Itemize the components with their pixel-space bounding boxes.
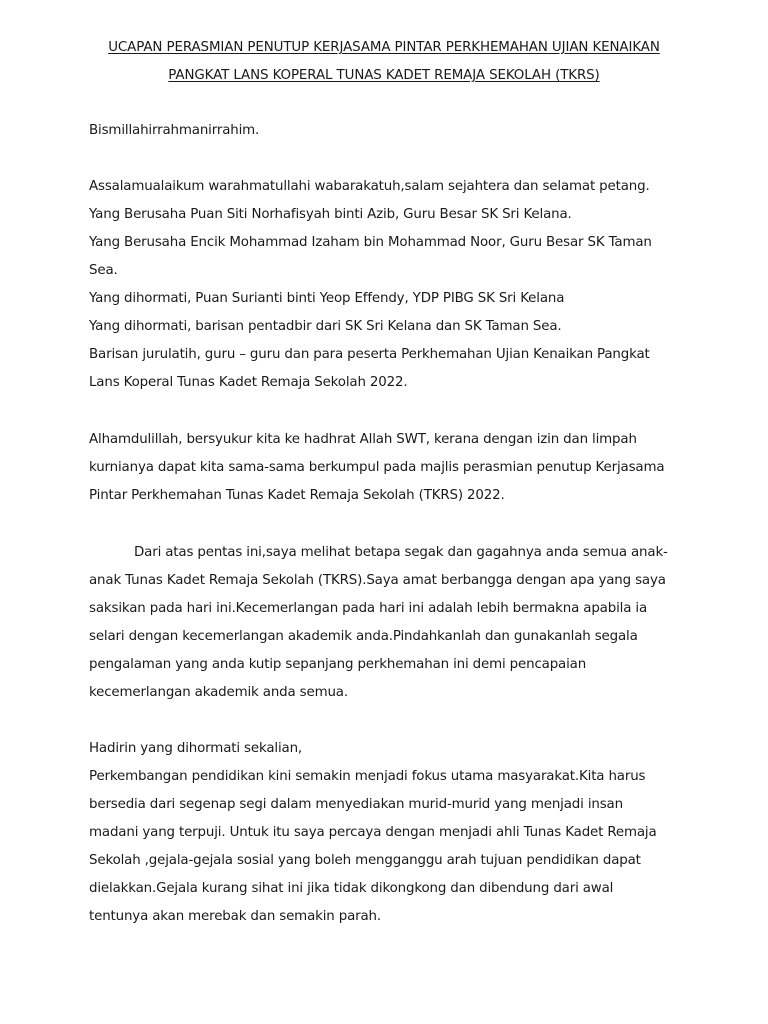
greeting-line: Lans Koperal Tunas Kadet Remaja Sekolah 2022. <box>89 375 408 390</box>
paragraph-line: kecemerlangan akademik anda semua. <box>89 685 348 700</box>
greeting-line: Yang Berusaha Encik Mohammad Izaham bin Mohammad Noor, Guru Besar SK Taman <box>89 235 652 250</box>
paragraph-line: dielakkan.Gejala kurang sihat ini jika tidak dikongkong dan dibendung dari awal <box>89 881 614 896</box>
greeting-line: Assalamualaikum warahmatullahi wabarakatuh,salam sejahtera dan selamat petang. <box>89 179 650 194</box>
paragraph-line: pengalaman yang anda kutip sepanjang perkhemahan ini demi pencapaian <box>89 657 587 672</box>
greeting-line: Yang dihormati, Puan Surianti binti Yeop Effendy, YDP PIBG SK Sri Kelana <box>89 291 565 306</box>
paragraph-line: Pintar Perkhemahan Tunas Kadet Remaja Sekolah (TKRS) 2022. <box>89 488 505 503</box>
greeting-line: Yang Berusaha Puan Siti Norhafisyah binti Azib, Guru Besar SK Sri Kelana. <box>89 207 572 222</box>
paragraph-line: Dari atas pentas ini,saya melihat betapa segak dan gagahnya anda semua anak- <box>134 545 668 560</box>
bismillah-line: Bismillahirrahmanirrahim. <box>89 123 260 138</box>
paragraph-line: anak Tunas Kadet Remaja Sekolah (TKRS).Saya amat berbangga dengan apa yang saya <box>89 573 666 588</box>
paragraph-line: tentunya akan merebak dan semakin parah. <box>89 909 382 924</box>
paragraph-line: madani yang terpuji. Untuk itu saya percaya dengan menjadi ahli Tunas Kadet Remaja <box>89 825 657 840</box>
greeting-line: Sea. <box>89 263 118 278</box>
document-title-line-2: PANGKAT LANS KOPERAL TUNAS KADET REMAJA SEKOLAH (TKRS) <box>168 68 600 83</box>
paragraph-line: Sekolah ,gejala-gejala sosial yang boleh mengganggu arah tujuan pendidikan dapat <box>89 853 641 868</box>
paragraph-line: Alhamdulillah, bersyukur kita ke hadhrat Allah SWT, kerana dengan izin dan limpah <box>89 432 637 447</box>
paragraph-line: bersedia dari segenap segi dalam menyediakan murid-murid yang menjadi insan <box>89 797 623 812</box>
document-title-line-1: UCAPAN PERASMIAN PENUTUP KERJASAMA PINTAR PERKHEMAHAN UJIAN KENAIKAN <box>108 40 660 55</box>
paragraph-line: Hadirin yang dihormati sekalian, <box>89 741 303 756</box>
paragraph-line: Perkembangan pendidikan kini semakin menjadi fokus utama masyarakat.Kita harus <box>89 769 646 784</box>
greeting-line: Yang dihormati, barisan pentadbir dari SK Sri Kelana dan SK Taman Sea. <box>89 319 562 334</box>
paragraph-line: saksikan pada hari ini.Kecemerlangan pada hari ini adalah lebih bermakna apabila ia <box>89 601 648 616</box>
paragraph-line: selari dengan kecemerlangan akademik anda.Pindahkanlah dan gunakanlah segala <box>89 629 638 644</box>
paragraph-line: kurnianya dapat kita sama-sama berkumpul pada majlis perasmian penutup Kerjasama <box>89 460 665 475</box>
greeting-line: Barisan jurulatih, guru – guru dan para peserta Perkhemahan Ujian Kenaikan Pangkat <box>89 347 650 362</box>
